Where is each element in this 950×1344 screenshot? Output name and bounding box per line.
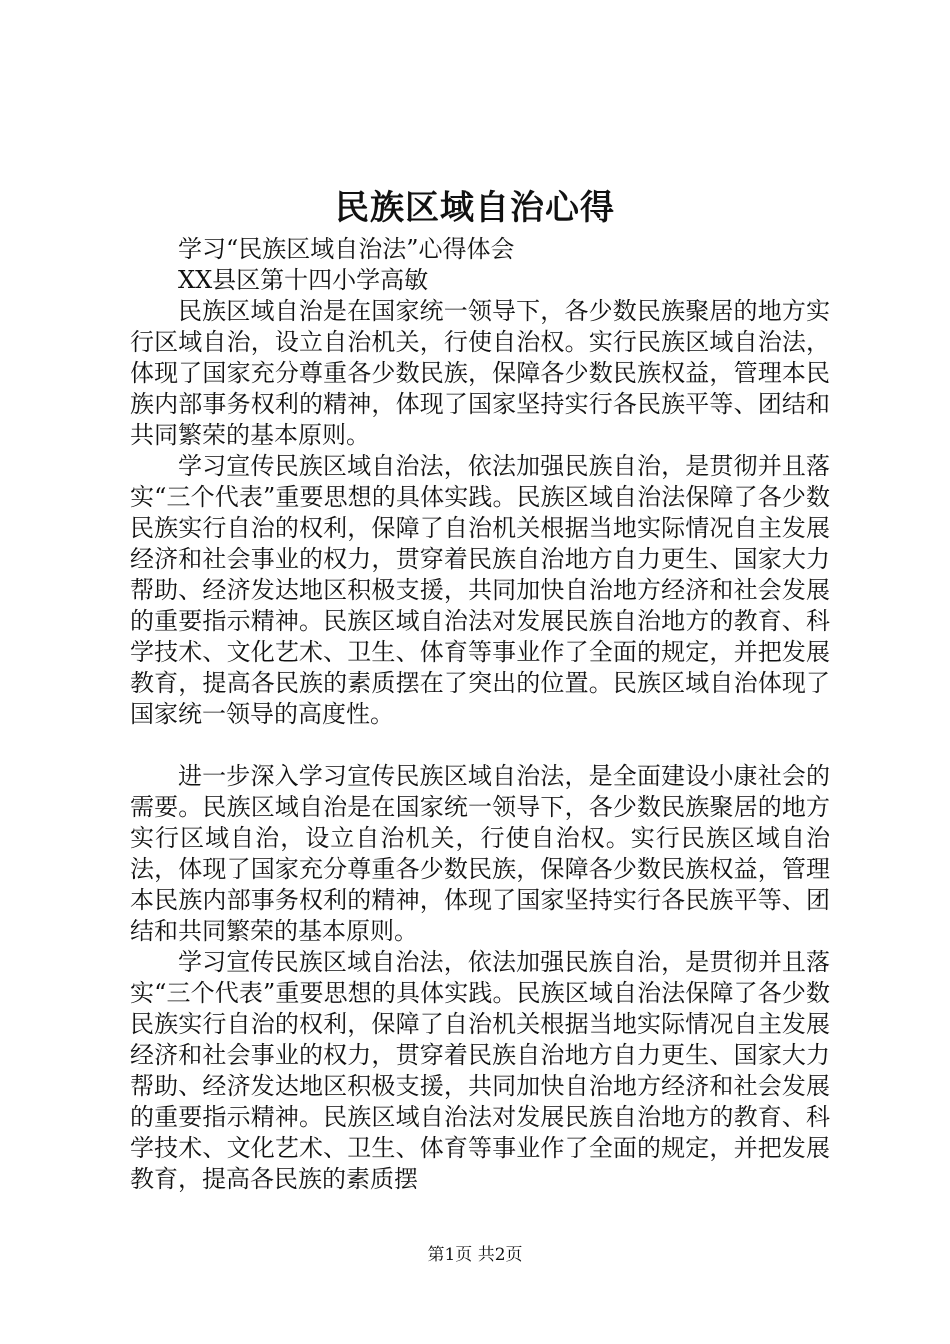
author-line: XX县区第十四小学高敏 [178, 266, 429, 294]
page-footer: 第1页 共2页 [427, 1245, 523, 1265]
body-paragraph: 进一步深入学习宣传民族区域自治法，是全面建设小康社会的需要。民族区域自治是在国家统一领导下，各少数民族聚居的地方实行区域自治，设立自治机关，行使自治权。实行民族区域自治法，体现了国家充分尊重各少数民族，保障各少数民族权益，管理本民族内部事务权利的精神，体现了国家坚持实行各民族平等、团结和共同繁荣的基本原则。 [130, 762, 830, 945]
document-body [130, 234, 830, 1195]
body-paragraph: 民族区域自治是在国家统一领导下，各少数民族聚居的地方实行区域自治，设立自治机关，行使自治权。实行民族区域自治法，体现了国家充分尊重各少数民族，保障各少数民族权益，管理本民族内部事务权利的精神，体现了国家坚持实行各民族平等、团结和共同繁荣的基本原则。 [130, 297, 830, 449]
body-paragraph: 学习宣传民族区域自治法，依法加强民族自治，是贯彻并且落实“三个代表”重要思想的具体实践。民族区域自治法保障了各少数民族实行自治的权利，保障了自治机关根据当地实际情况自主发展经济和社会事业的权力，贯穿着民族自治地方自力更生、国家大力帮助、经济发达地区积极支援，共同加快自治地方经济和社会发展的重要指示精神。民族区域自治法对发展民族自治地方的教育、科学技术、文化艺术、卫生、体育等事业作了全面的规定，并把发展教育，提高各民族的素质摆 [130, 948, 830, 1193]
document-title: 民族区域自治心得 [335, 188, 615, 228]
document-subtitle: 学习“民族区域自治法”心得体会 [178, 235, 515, 263]
body-paragraph: 学习宣传民族区域自治法，依法加强民族自治，是贯彻并且落实“三个代表”重要思想的具体实践。民族区域自治法保障了各少数民族实行自治的权利，保障了自治机关根据当地实际情况自主发展经济和社会事业的权力，贯穿着民族自治地方自力更生、国家大力帮助、经济发达地区积极支援，共同加快自治地方经济和社会发展的重要指示精神。民族区域自治法对发展民族自治地方的教育、科学技术、文化艺术、卫生、体育等事业作了全面的规定，并把发展教育，提高各民族的素质摆在了突出的位置。民族区域自治体现了国家统一领导的高度性。 [130, 452, 830, 728]
